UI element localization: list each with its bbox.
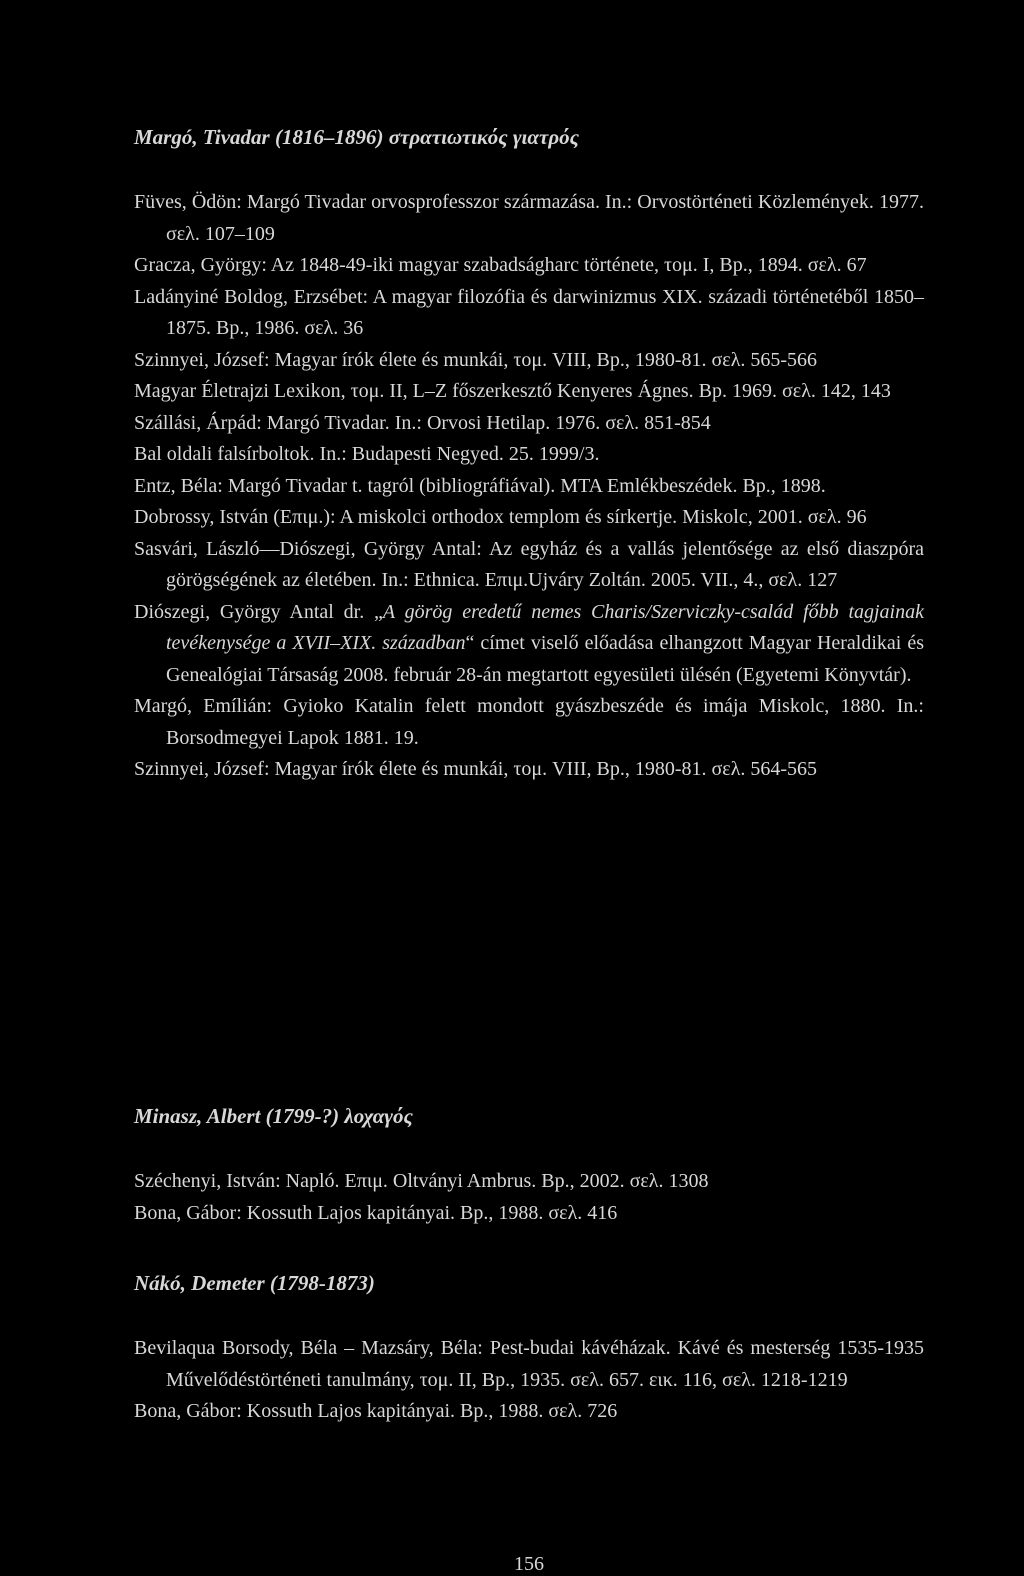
entry-text: “ címet viselő előadása elhangzott Magyar Heraldikai és Genealógiai Társaság 2008. február 28-án megtartott egyesületi ülésén (Egyetemi Könyvtár). — [166, 632, 924, 686]
section-title: Nákó, Demeter (1798-1873) — [134, 1271, 375, 1295]
lecture-title: A görög eredetű nemes Charis/Szerviczky-család főbb tagjainak tevékenysége a XVII–XIX. században — [166, 600, 924, 654]
bibliography-entry: Entz, Béla: Margó Tivadar t. tagról (bibliográfiával). MTA Emlékbeszédek. Bp., 1898. — [134, 474, 826, 497]
entry-text: Diószegi, György Antal dr. „ — [134, 600, 383, 623]
bibliography-entry: Bona, Gábor: Kossuth Lajos kapitányai. Bp., 1988. σελ. 726 — [134, 1400, 618, 1422]
bibliography-entry: Margó, Emílián: Gyioko Katalin felett mondott gyászbeszéde és imája Miskolc, 1880. In.: Borsodmegyei Lapok 1881. 19. — [134, 695, 924, 749]
bibliography-entry: Széchenyi, István: Napló. Επιμ. Oltványi Ambrus. Bp., 2002. σελ. 1308 — [134, 1170, 709, 1192]
bibliography-entry: Magyar Életrajzi Lexikon, τομ. II, L–Z főszerkesztő Kenyeres Ágnes. Bp. 1969. σελ. 142, 143 — [134, 380, 891, 402]
bibliography-entry: Ladányiné Boldog, Erzsébet: A magyar filozófia és darwinizmus XIX. századi történetéből 1850–1875. Bp., 1986. σελ. 36 — [134, 285, 924, 339]
bibliography-list — [134, 1166, 924, 1229]
bibliography-entry: Gracza, György: Az 1848-49-iki magyar szabadságharc története, τομ. I, Bp., 1894. σελ. 67 — [134, 254, 867, 276]
bibliography-entry: Szinnyei, József: Magyar írók élete és munkái, τομ. VIII, Bp., 1980-81. σελ. 564-565 — [134, 758, 818, 780]
bibliography-list — [134, 187, 924, 786]
bibliography-entry: Dobrossy, István (Επιμ.): A miskolci orthodox templom és sírkertje. Miskolc, 2001. σελ. 96 — [134, 506, 867, 528]
bibliography-entry: Sasvári, László—Diószegi, György Antal: Az egyház és a vallás jelentősége az első diaszpóra görögségének az életében. In.: Ethnica. Επιμ.Ujváry Zoltán. 2005. VII., 4., σελ. 127 — [134, 537, 924, 591]
page-number: 156 — [514, 1553, 544, 1575]
bibliography-list — [134, 1333, 924, 1428]
bibliography-entry-with-italic-title — [134, 597, 924, 692]
bibliography-entry: Bevilaqua Borsody, Béla – Mazsáry, Béla: Pest-budai kávéházak. Kávé és mesterség 1535-1935 Művelődéstörténeti tanulmány, τομ. II, Bp., 1935. σελ. 657. εικ. 116, σελ. 1218-1219 — [134, 1337, 924, 1391]
section-title: Minasz, Albert (1799-?) λοχαγός — [134, 1104, 413, 1128]
bibliography-entry: Bal oldali falsírboltok. In.: Budapesti Negyed. 25. 1999/3. — [134, 443, 600, 465]
bibliography-entry: Szállási, Árpád: Margó Tivadar. In.: Orvosi Hetilap. 1976. σελ. 851-854 — [134, 411, 711, 434]
bibliography-entry: Bona, Gábor: Kossuth Lajos kapitányai. Bp., 1988. σελ. 416 — [134, 1201, 618, 1224]
bibliography-entry: Szinnyei, József: Magyar írók élete és munkái, τομ. VIII, Bp., 1980-81. σελ. 565-566 — [134, 348, 818, 371]
section-title: Margó, Tivadar (1816–1896) στρατιωτικός γιατρός — [134, 125, 580, 149]
bibliography-entry: Füves, Ödön: Margó Tivadar orvosprofesszor származása. In.: Orvostörténeti Közlemények. 1977. σελ. 107–109 — [134, 191, 924, 245]
